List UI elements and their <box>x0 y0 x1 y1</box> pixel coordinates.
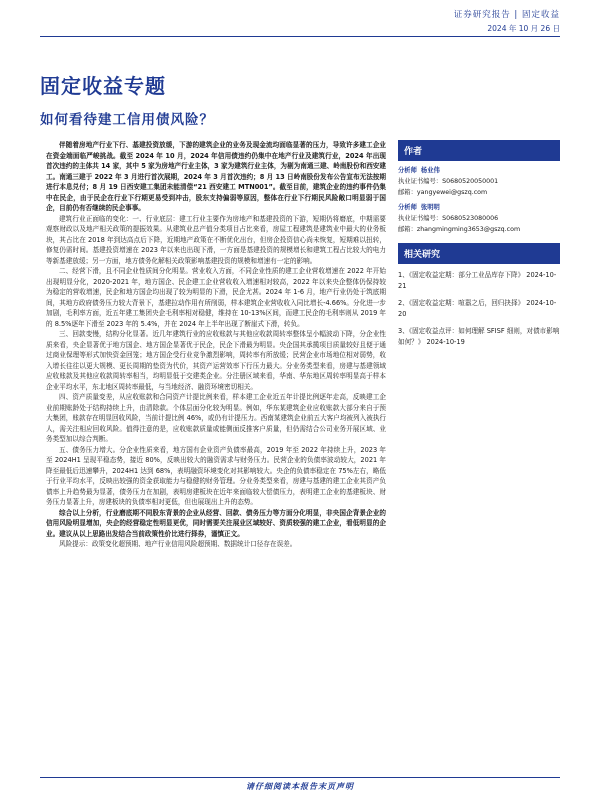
report-title: 固定收益专题 <box>40 74 166 98</box>
author-heading: 作者 <box>398 140 560 161</box>
related-item[interactable]: 2、《固定收益定期：喧嚣之后，回归抉择》 2024-10-20 <box>398 299 557 318</box>
author-name: 张明明 <box>420 204 440 211</box>
author-license: 执业证书编号：S0680523080006 <box>398 215 499 222</box>
related-list <box>398 270 560 348</box>
main-body <box>46 140 386 772</box>
author-license: 执业证书编号：S0680520050001 <box>398 178 499 185</box>
author-email[interactable]: 邮箱：zhangmingming3653@gszq.com <box>398 226 521 233</box>
author-block <box>398 165 560 198</box>
asset-quality-paragraph: 四、资产质量变差，从应收账款和合同资产计提比例来看，样本建工企业近五年计提比例逐年走高，反映建工企业前期账龄处于结构持续上升，由清除款。个体层面分化较为明显。例如，华东某建筑企业应收账款大部分来自于预大集团，账款存在明显回收风险，当前计提比例 46%，或仍有计提压力。西南某建筑企业前五大客户均被列入被执行人，需关注相应回收风险。值得注意的是，应收账款质量或能侧面反推客户质量，但仍需结合公司业务开展区域、业务类型加以综合判断。 <box>46 393 386 443</box>
report-date: 2024 年 10 月 26 日 <box>487 24 560 33</box>
risk-warning: 风险提示：政策变化超预期、地产行业信用风险超预期、数据统计口径存在误差。 <box>59 540 297 548</box>
operation-paragraph: 二、经营下滑，且不同企业性质间分化明显。营业收入方面，不同企业性质的建工企业营收增速在 2022 年开始出现明显分化，2020-2021 年，地方国企、民企建工企业营收收入增速相对较高，2022 年以来央企整体仍保持较为稳定的营收增速，民企和地方国企均出现了较为明显的下滑，民企尤甚。2024 年 1-6 月，地产行业仍处于筑底期间，其地方政府债务压力较大背景下，基建拉动作用有所削弱，样本建筑企业营收收入同比增长-4.66%。分化进一步加剧，毛利率方面，近五年建工集团央企毛利率相对稳健，维持在 10-13%区间，而建工民企的毛利率则从 2019 年的 8.5%逐年下滑至 2023 年的 5.4%，并在 2024 年上半年出现了断崖式下滑，转负。 <box>46 267 386 328</box>
report-subtitle: 如何看待建工信用债风险？ <box>40 112 214 128</box>
author-role: 分析师 <box>398 204 417 211</box>
industry-change-paragraph: 建筑行业正面临的变化：一、行业底层：建工行业主要作为房地产和基建投资的下游，短期仍将磨底，中期需要观察财政以及地产相关政策的提振效果。从建筑业总产值分类项目占比来看，房屋工程建筑是建筑业中最大的业务板块，其占比在 2018 年到达高点后下降，近期地产政策在不断优化出台，但房企投资信心尚未恢复，短期难以扭转，修复仍需时间。基建投资增速在 2023 年以来也出现下滑，一方面是基建投资的规模增长和建筑工程占比较大的电力等新基建放缓；另一方面，地方债务化解相关政策影响基建投资的规模和增速有一定的影响。 <box>46 214 386 265</box>
author-block <box>398 202 560 235</box>
related-heading: 相关研究 <box>398 243 560 264</box>
debt-pressure-paragraph: 五、债务压力增大。分企业性质来看，地方国有企业资产负债率最高，2019 年至 2022 年持续上升，2023 年至 2024H1 呈现平稳态势，接近 80%，反映出较大的融资需求与财务压力。民营企业的负债率波动较大，2021 年降至最低后迅速攀升，2024H1 达到 68%，表明融资环境变化对其影响较大。央企的负债率稳定在 75%左右，略低于行业平均水平，反映出较强的资金获取能力与稳健的财务管理。分业务类型来看，房建与基建的建工企业其资产负债率上升趋势最为显著，债务压力在加剧，表明房建板块在近年来面临较大偿债压力，表明建工企业的基建板块、财务压力显著上升，房建板块的负债率相对更低，但也展现出上升的态势。 <box>46 445 386 506</box>
related-item[interactable]: 1、《固定收益定期：部分工业品库存下降》 2024-10-21 <box>398 271 557 290</box>
footer-disclaimer: 请仔细阅读本报告末页声明 <box>246 782 354 791</box>
conclusion-paragraph: 综合以上分析，行业磨底期不同股东背景的企业从经营、回款、债务压力等方面分化明显，非央国企背景企业的信用风险明显增加，央企的经营稳定性明显更优，同时需要关注展业区域较好、资质较强的建工企业，看低明显的企业。建议从以上思路出发结合当前政策性价比进行择券，谨慎正文。 <box>46 508 386 538</box>
author-role: 分析师 <box>398 167 417 174</box>
collection-paragraph: 三、回款变慢，结构分化显著。近几年建筑行业的应收账款与其他应收款周转率整体呈小幅波动下降，分企业性质来看，央企显著优于地方国企、地方国企显著优于民企，民企下滑最为明显。央企国其承揽项目质量较好且便于通过商业保理等形式加快资金回笼；地方国企受行业竞争激烈影响，周转率有所放缓；民营企业市场地位相对弱势，收入增长往往以更大规模、更长周期的垫资为代价，其资产运营效率下行压力最大。分业务类型来看，房建与基建领域应收账款及其他应收款周转率相当，均明显低于交建类企业。分注册区域来看，华南、华东地区周转率明显高于样本企业平均水平，东北地区周转率最低，与当地经济、融资环境密切相关。 <box>46 330 386 391</box>
footer-divider <box>40 777 560 778</box>
related-item[interactable]: 3、《固定收益点评：如何理解 SFISF 细则，对债市影响如何？》 2024-10-19 <box>398 327 560 346</box>
summary-paragraph: 伴随着房地产行业下行、基建投资放缓，下游的建筑企业的业务及现金流均面临显著的压力，导致许多建工企业在资金端面临严峻挑战。截至 2024 年 10 月，2024 年信用债违约仍集中在地产行业及建筑行业，2024 年出现首次违约的主体共 14 家，其中 5 家为房地产行业主体，3 家为建筑行业主体，为剔为南通三建、岭南股份和西安建工。南通三建于 2022 年 3 月进行首次展期，2024 年 3 月首次违约；8 月 13 日岭南股份发布公告宣布无法按期进行本息兑付；8 月 19 日西安建工集团未能清偿“21 西安建工 MTN001”。截至目前，建筑企业的违约事件仍集中在民企，由于民企在行业下行期更易受到冲击，股东支持偏弱等原因，整体在行业下行期民风险敞口明显弱于国企，目前仍有否继续的民企事事。 <box>46 141 386 212</box>
author-email[interactable]: 邮箱：yangyewei@gszq.com <box>398 189 488 196</box>
author-name: 杨业伟 <box>420 167 440 174</box>
header-divider <box>40 36 560 37</box>
report-header <box>454 8 560 34</box>
report-category: 证券研究报告 | 固定收益 <box>453 10 560 20</box>
sidebar <box>398 140 560 354</box>
